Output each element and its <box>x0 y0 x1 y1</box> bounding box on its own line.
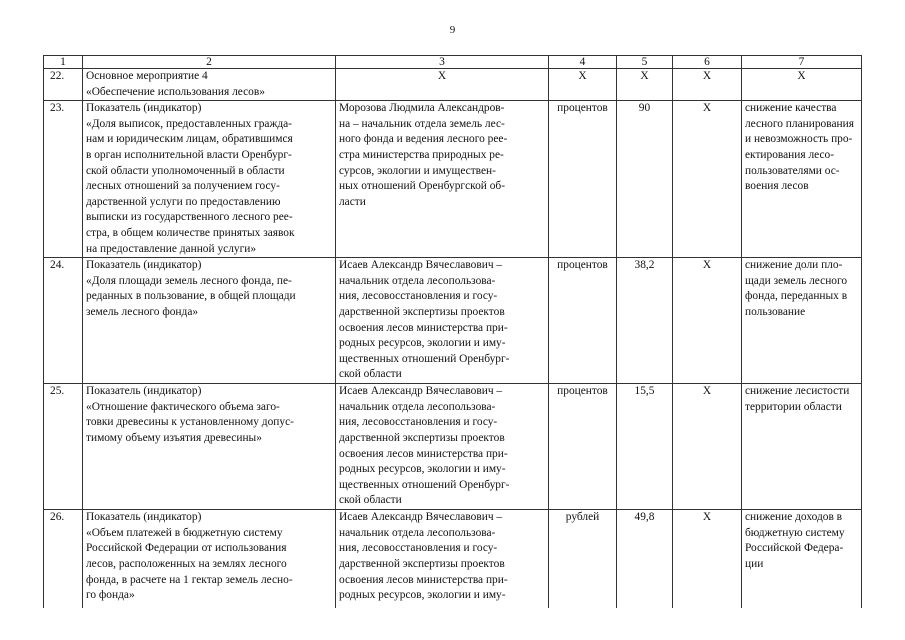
indicators-table <box>43 55 862 608</box>
row-unit: рублей <box>549 510 617 608</box>
table-header-row <box>44 56 862 69</box>
row-col6: Х <box>673 384 742 510</box>
row-responsible: Исаев Александр Вячеславович – начальник отдела лесопользова- ния, лесовосстановления и госу- дарственной экспертизы проектов освоения лесов министерства при- родных ресурсов, экологии и иму- <box>336 510 549 608</box>
table-row <box>44 101 862 258</box>
table-row <box>44 258 862 384</box>
row-name: Показатель (индикатор) «Объем платежей в бюджетную систему Российской Федерации от использования лесов, расположенных на землях лесного фонда, в расчете на 1 гектар земель лесно- го фонда» <box>83 510 336 608</box>
row-number: 26. <box>44 510 83 608</box>
column-header: 1 <box>44 56 83 69</box>
row-value: 90 <box>617 101 673 258</box>
row-value: 49,8 <box>617 510 673 608</box>
column-header: 3 <box>336 56 549 69</box>
row-col6: Х <box>673 510 742 608</box>
column-header: 7 <box>742 56 862 69</box>
row-unit: процентов <box>549 384 617 510</box>
row-consequence: снижение доли пло- щади земель лесного фонда, переданных в пользование <box>742 258 862 384</box>
row-consequence: снижение доходов в бюджетную систему Российской Федера- ции <box>742 510 862 608</box>
column-header: 5 <box>617 56 673 69</box>
row-col6: Х <box>673 258 742 384</box>
row-consequence: снижение качества лесного планирования и невозможность про- ектирования лесо- пользователями ос- воения лесов <box>742 101 862 258</box>
row-responsible: Исаев Александр Вячеславович – начальник отдела лесопользова- ния, лесовосстановления и госу- дарственной экспертизы проектов освоения лесов министерства при- родных ресурсов, экологии и иму- щественных отношений Оренбург- ской области <box>336 384 549 510</box>
row-responsible: Х <box>336 69 549 101</box>
row-name: Показатель (индикатор) «Доля площади земель лесного фонда, пе- реданных в пользование, в общей площади земель лесного фонда» <box>83 258 336 384</box>
page-number: 9 <box>449 24 456 36</box>
table-row <box>44 510 862 608</box>
row-consequence: снижение лесистости территории области <box>742 384 862 510</box>
column-header: 6 <box>673 56 742 69</box>
row-name: Показатель (индикатор) «Отношение фактического объема заго- товки древесины к установленному допус- тимому объему изъятия древесины» <box>83 384 336 510</box>
row-responsible: Морозова Людмила Александров- на – начальник отдела земель лес- ного фонда и ведения лесного рее- стра министерства природных ре- сурсов, экологии и имуществен- ных отношений Оренбургской об- ласти <box>336 101 549 258</box>
table-row <box>44 69 862 101</box>
row-col6: Х <box>673 101 742 258</box>
row-unit: процентов <box>549 101 617 258</box>
row-value: 15,5 <box>617 384 673 510</box>
row-col6: Х <box>673 69 742 101</box>
table-row <box>44 384 862 510</box>
row-name: Основное мероприятие 4 «Обеспечение использования лесов» <box>83 69 336 101</box>
row-number: 22. <box>44 69 83 101</box>
row-value: Х <box>617 69 673 101</box>
column-header: 4 <box>549 56 617 69</box>
row-number: 23. <box>44 101 83 258</box>
row-number: 24. <box>44 258 83 384</box>
column-header: 2 <box>83 56 336 69</box>
row-value: 38,2 <box>617 258 673 384</box>
row-unit: Х <box>549 69 617 101</box>
row-consequence: Х <box>742 69 862 101</box>
row-responsible: Исаев Александр Вячеславович – начальник отдела лесопользова- ния, лесовосстановления и госу- дарственной экспертизы проектов освоения лесов министерства при- родных ресурсов, экологии и иму- щественных отношений Оренбург- ской области <box>336 258 549 384</box>
row-number: 25. <box>44 384 83 510</box>
row-name: Показатель (индикатор) «Доля выписок, предоставленных гражда- нам и юридическим лицам, обратившимся в орган исполнительной власти Оренбург- ской области уполномоченный в области лесных отношений за получением госу- дарственной услуги по предоставлению выписки из государственного лесного рее- стра, в общем количестве принятых заявок на предоставление данной услуги» <box>83 101 336 258</box>
row-unit: процентов <box>549 258 617 384</box>
